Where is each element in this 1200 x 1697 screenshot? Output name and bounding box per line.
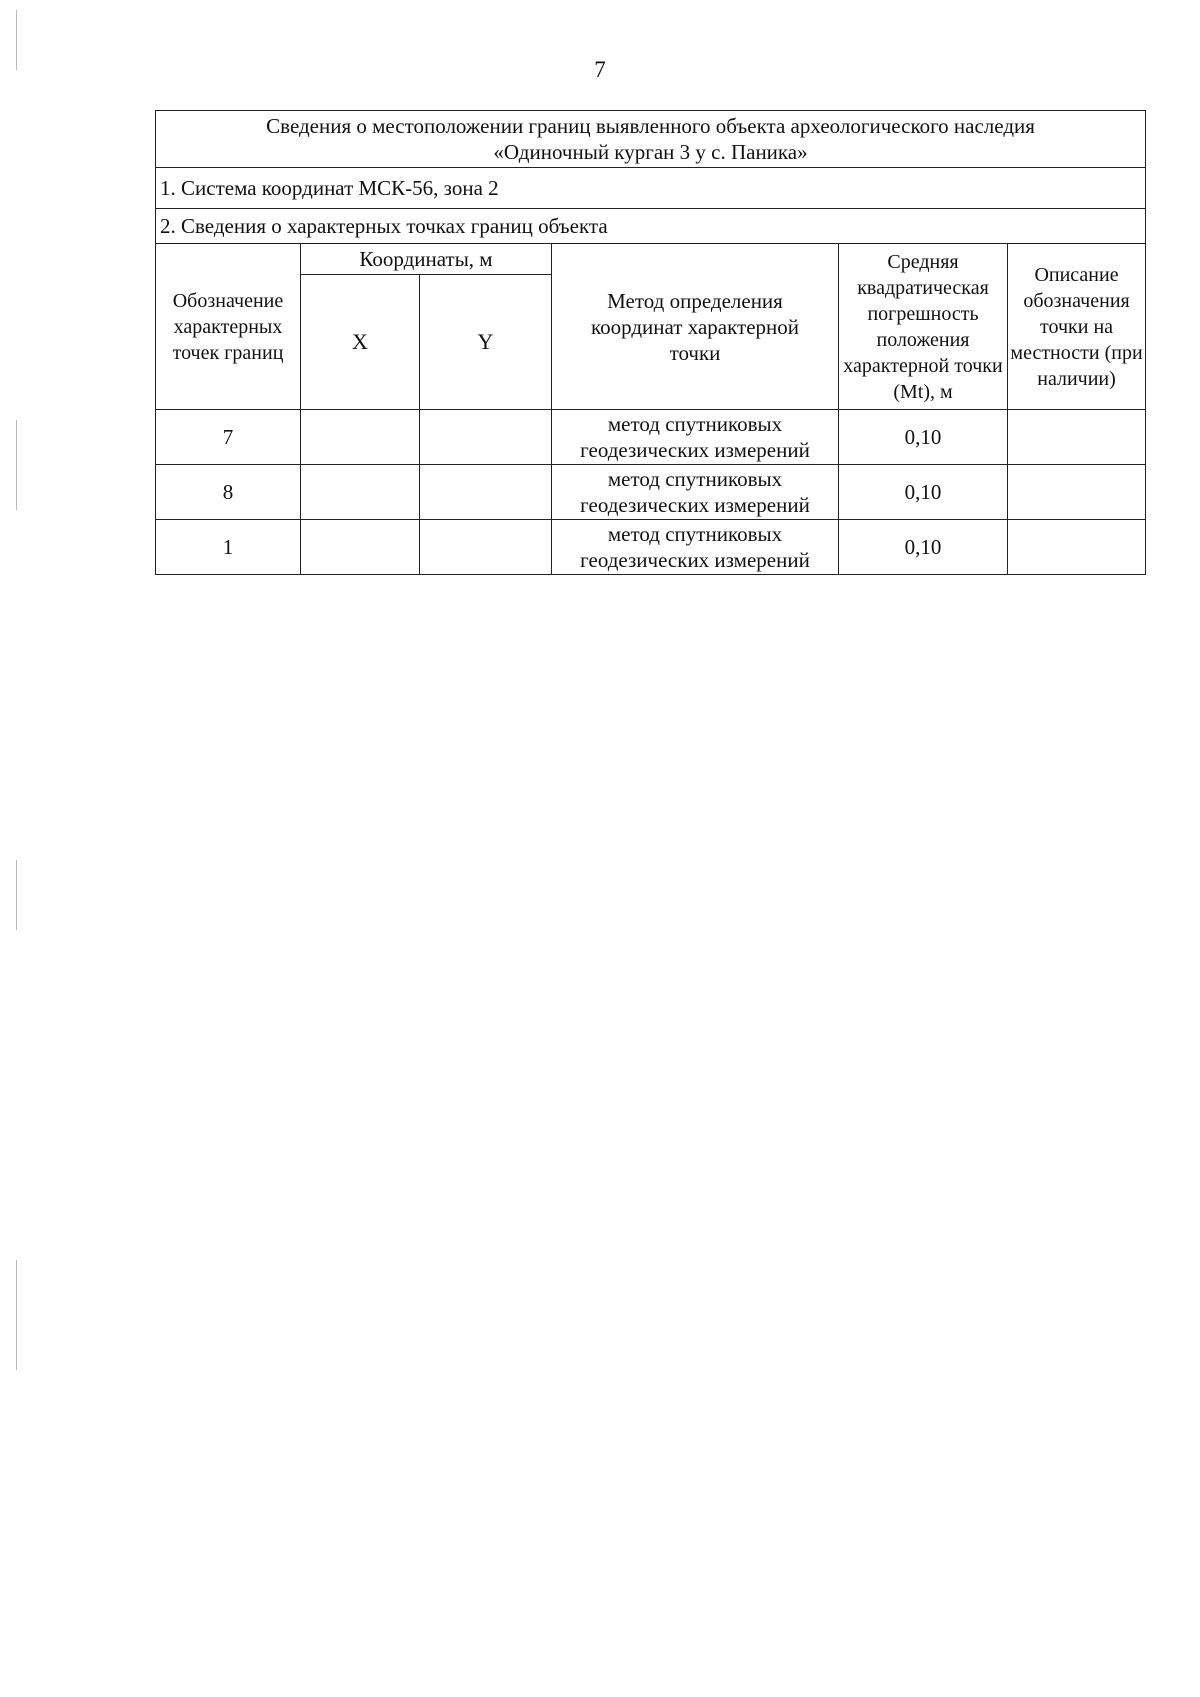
header-point-designation: Обозначение характерных точек границ	[156, 244, 301, 410]
table-row	[156, 410, 1146, 465]
cell-description	[1008, 465, 1146, 520]
cell-description	[1008, 410, 1146, 465]
boundary-points-table	[155, 110, 1146, 575]
scan-artifact	[16, 860, 17, 930]
cell-error: 0,10	[839, 410, 1008, 465]
points-section-title: 2. Сведения о характерных точках границ объекта	[156, 209, 1146, 244]
cell-y	[420, 520, 552, 575]
table-title	[156, 111, 1146, 168]
cell-point: 7	[156, 410, 301, 465]
coordinate-system-row	[156, 168, 1146, 209]
points-section-row	[156, 209, 1146, 244]
cell-point: 1	[156, 520, 301, 575]
header-description: Описание обозначения точки на местности (при наличии)	[1008, 244, 1146, 410]
header-y: Y	[420, 275, 552, 410]
cell-error: 0,10	[839, 465, 1008, 520]
header-row	[156, 244, 1146, 275]
table-title-row	[156, 111, 1146, 168]
coordinate-system: 1. Система координат МСК-56, зона 2	[156, 168, 1146, 209]
cell-x	[301, 520, 420, 575]
cell-method: метод спутниковых геодезических измерений	[552, 410, 839, 465]
header-coordinates: Координаты, м	[301, 244, 552, 275]
cell-description	[1008, 520, 1146, 575]
cell-x	[301, 410, 420, 465]
cell-x	[301, 465, 420, 520]
table-row	[156, 465, 1146, 520]
page-number: 7	[594, 57, 606, 82]
cell-y	[420, 410, 552, 465]
table-title-line: «Одиночный курган 3 у с. Паника»	[493, 140, 808, 164]
table-row	[156, 520, 1146, 575]
header-method: Метод определения координат характерной точки	[552, 244, 839, 410]
scan-artifact	[16, 1260, 17, 1370]
cell-method: метод спутниковых геодезических измерений	[552, 465, 839, 520]
cell-method: метод спутниковых геодезических измерений	[552, 520, 839, 575]
header-x: X	[301, 275, 420, 410]
table-title-line: Сведения о местоположении границ выявленного объекта археологического наследия	[266, 114, 1035, 138]
header-error: Средняя квадратическая погрешность положения характерной точки (Mt), м	[839, 244, 1008, 410]
scan-artifact	[16, 420, 17, 510]
cell-point: 8	[156, 465, 301, 520]
cell-error: 0,10	[839, 520, 1008, 575]
cell-y	[420, 465, 552, 520]
